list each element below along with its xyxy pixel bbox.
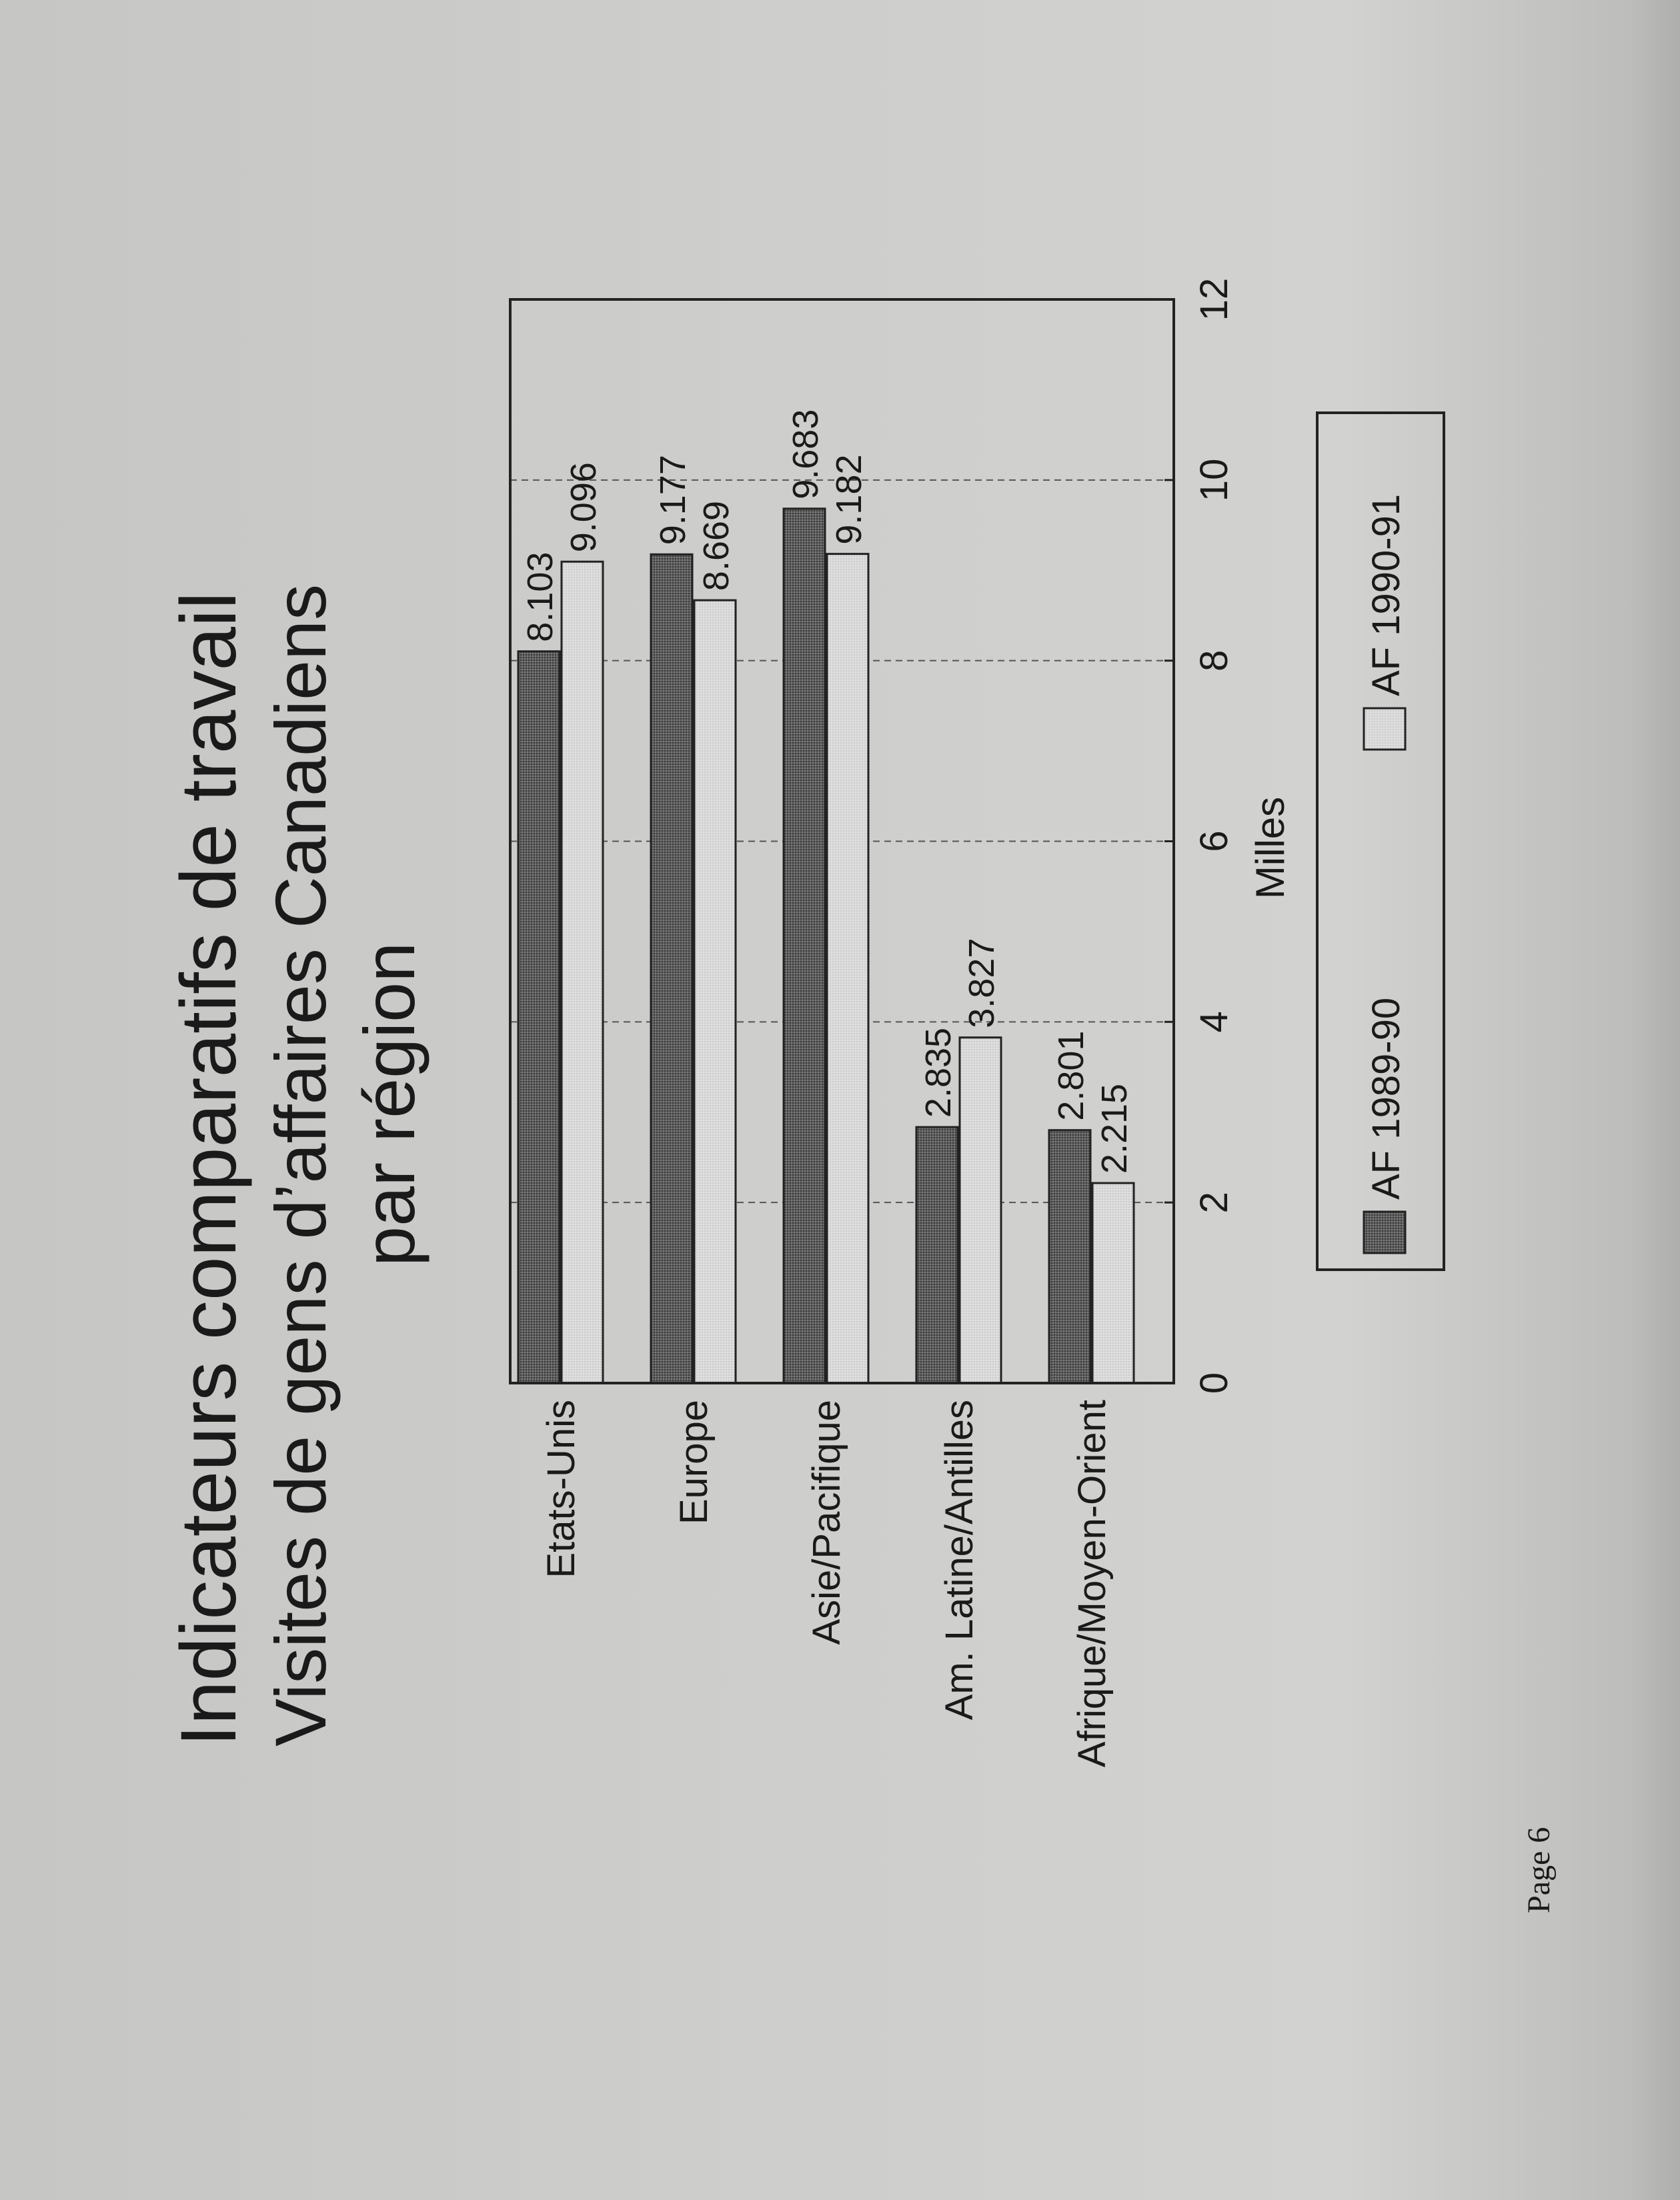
bar-1989-90-1 [651, 554, 692, 1383]
bar-1990-91-2 [827, 554, 868, 1383]
category-label-0: Etats-Unis [540, 1400, 583, 1578]
category-label-4: Afrique/Moyen-Orient [1070, 1400, 1114, 1768]
data-label-1990-91-4: 2.215 [1094, 1083, 1134, 1174]
bar-1990-91-4 [1092, 1183, 1134, 1383]
data-label-1990-91-0: 9.096 [564, 462, 604, 553]
legend-swatch-1990-91 [1364, 708, 1405, 750]
bar-1989-90-3 [916, 1127, 958, 1383]
chart-subtitle-line-2: par région [349, 942, 430, 1266]
tick-label-10: 10 [1192, 458, 1236, 502]
x-axis-label: Milles [1248, 796, 1293, 900]
data-label-1989-90-2: 9.683 [786, 409, 826, 499]
data-label-1989-90-4: 2.801 [1051, 1030, 1091, 1121]
legend-label-1989-90: AF 1989-90 [1365, 997, 1408, 1200]
legend-swatch-1989-90 [1364, 1212, 1405, 1253]
data-label-1990-91-3: 3.827 [962, 938, 1002, 1028]
page-number: Page 6 [1521, 1827, 1557, 1913]
tick-label-12: 12 [1192, 277, 1236, 321]
bar-1989-90-0 [518, 652, 560, 1383]
chart-title: Indicateurs comparatifs de travail [165, 592, 253, 1747]
bar-1990-91-3 [960, 1038, 1001, 1383]
bar-1990-91-1 [694, 600, 736, 1383]
tick-label-4: 4 [1192, 1011, 1236, 1033]
tick-label-2: 2 [1192, 1192, 1236, 1214]
data-label-1990-91-1: 8.669 [696, 500, 736, 592]
category-label-1: Europe [672, 1400, 716, 1525]
bar-1989-90-4 [1049, 1130, 1090, 1383]
data-label-1990-91-2: 9.182 [829, 454, 869, 545]
data-label-1989-90-1: 9.177 [653, 455, 693, 545]
chart-subtitle-line-1: Visites de gens d’affaires Canadiens [260, 584, 341, 1747]
tick-label-8: 8 [1192, 650, 1236, 672]
category-label-2: Asie/Pacifique [805, 1400, 848, 1645]
bar-1990-91-0 [562, 562, 603, 1383]
tick-label-0: 0 [1192, 1372, 1236, 1394]
data-label-1989-90-3: 2.835 [918, 1027, 958, 1118]
tick-label-6: 6 [1192, 830, 1236, 852]
legend [1317, 413, 1444, 1270]
data-label-1989-90-0: 8.103 [520, 552, 560, 642]
bar-1989-90-2 [784, 509, 825, 1383]
category-label-3: Am. Latine/Antilles [938, 1400, 981, 1721]
legend-label-1990-91: AF 1990-91 [1365, 493, 1408, 696]
